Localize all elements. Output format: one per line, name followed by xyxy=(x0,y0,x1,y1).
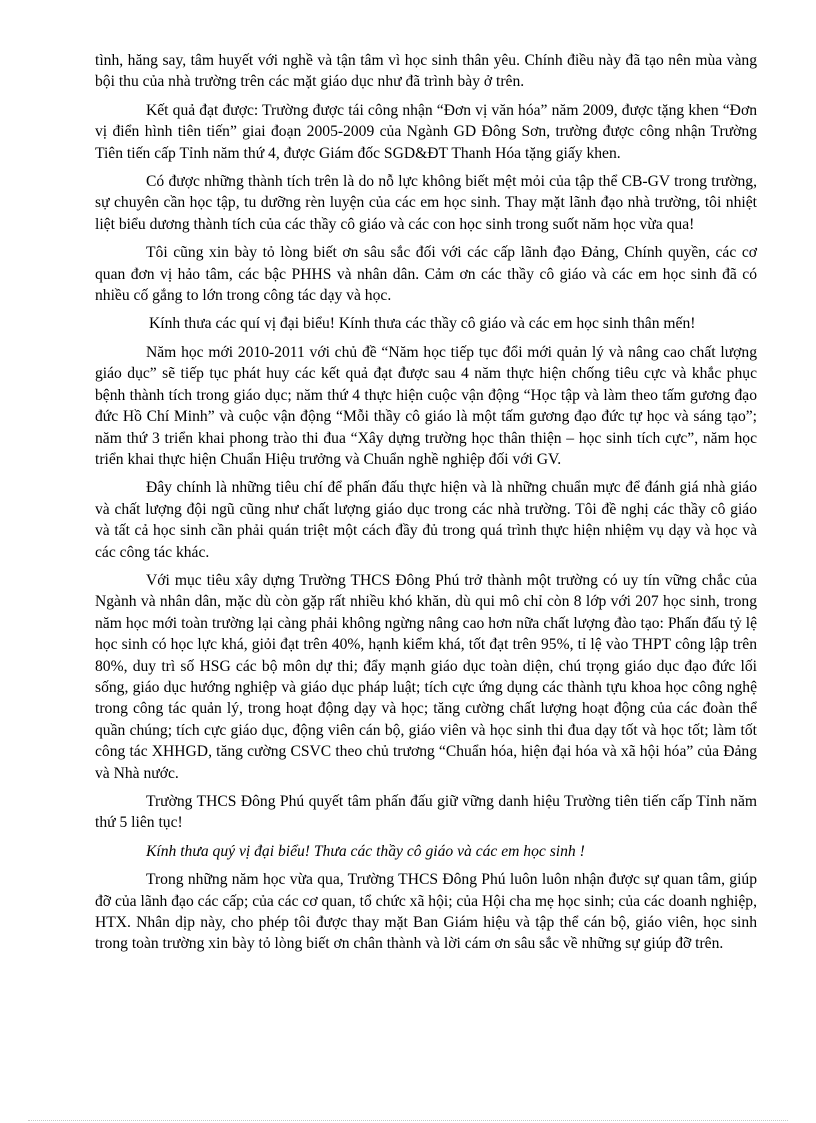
paragraph-gratitude: Tôi cũng xin bày tỏ lòng biết ơn sâu sắc đối với các cấp lãnh đạo Đảng, Chính quyền, các cơ quan đơn vị hảo tâm, các bậc PHHS và nhân dân. Cảm ơn các thầy cô giáo và các em học sinh đã có nhiều cố gắng to lớn trong công tác dạy và học. xyxy=(95,244,757,305)
paragraph-continuation: tình, hăng say, tâm huyết với nghề và tận tâm vì học sinh thân yêu. Chính điều này đã tạo nên mùa vàng bội thu của nhà trường trên các mặt giáo dục như đã trình bày ở trên. xyxy=(95,52,757,91)
paragraph-efforts: Có được những thành tích trên là do nỗ lực không biết mệt mỏi của tập thể CB-GV trong trường, sự chuyên cần học tập, tu dưỡng rèn luyện của các em học sinh. Thay mặt lãnh đạo nhà trường, tôi nhiệt liệt biểu dương thành tích của các thầy cô giáo và các con học sinh trong suốt năm học vừa qua! xyxy=(95,173,757,233)
paragraph-address: Kính thưa quý vị đại biểu! Thưa các thầy cô giáo và các em học sinh ! xyxy=(146,842,585,860)
paragraph-greeting: Kính thưa các quí vị đại biểu! Kính thưa các thầy cô giáo và các em học sinh thân mến! xyxy=(149,315,696,333)
paragraph-new-year-theme: Năm học mới 2010-2011 với chủ đề “Năm học tiếp tục đổi mới quản lý và nâng cao chất lượng giáo dục” sẽ tiếp tục phát huy các kết quả đạt được sau 4 năm thực hiện chống tiêu cực và khắc phục bệnh thành tích trong giáo dục; năm thứ 4 thực hiện cuộc vận động “Học tập và làm theo tấm gương đạo đức Hồ Chí Minh” và cuộc vận động “Mỗi thầy cô giáo là một tấm gương đạo đức tự học và sáng tạo”; năm thứ 3 triển khai phong trào thi đua “Xây dựng trường học thân thiện – học sinh tích cực”, năm học triển khai thực hiện Chuẩn Hiệu trưởng và Chuẩn nghề nghiệp đối với GV. xyxy=(95,343,757,468)
document-page xyxy=(95,50,757,962)
paragraph-criteria: Đây chính là những tiêu chí để phấn đấu thực hiện và là những chuẩn mực để đánh giá nhà giáo và chất lượng đội ngũ cũng như chất lượng giáo dục trong các nhà trường. Tôi đề nghị các thầy cô giáo và tất cả học sinh cần phải quán triệt một cách đầy đủ trong quá trình thực hiện nhiệm vụ dạy và học và các công tác khác. xyxy=(95,479,757,561)
page-bottom-divider xyxy=(28,1120,788,1121)
paragraph-goals: Với mục tiêu xây dựng Trường THCS Đông Phú trở thành một trường có uy tín vững chắc của Ngành và nhân dân, mặc dù còn gặp rất nhiều khó khăn, dù qui mô chỉ còn 8 lớp với 207 học sinh, trong năm học mới toàn trường lại càng phải không ngừng nâng cao hơn nữa chất lượng đào tạo: Phấn đấu tỷ lệ học sinh có học lực khá, giỏi đạt trên 40%, hạnh kiểm khá, tốt đạt trên 95%, tỉ lệ vào THPT công lập trên 80%, duy trì số HSG các bộ môn dự thi; đẩy mạnh giáo dục toàn diện, chú trọng giáo dục đạo đức lối sống, giáo dục hướng nghiệp và giáo dục pháp luật; tích cực ứng dụng các thành tựu khoa học công nghệ trong công tác quản lý, trong hoạt động dạy và học; tăng cường chất lượng hoạt động của các đoàn thể quần chúng; tích cực giáo dục, động viên cán bộ, giáo viên và học sinh thi đua dạy tốt và học tốt; làm tốt công tác XHHGD, tăng cường CSVC theo chủ trương “Chuẩn hóa, hiện đại hóa và xã hội hóa” của Đảng và Nhà nước. xyxy=(95,571,757,782)
paragraph-thanks: Trong những năm học vừa qua, Trường THCS Đông Phú luôn luôn nhận được sự quan tâm, giúp đỡ của lãnh đạo các cấp; của các cơ quan, tổ chức xã hội; của Hội cha mẹ học sinh; của các doanh nghiệp, HTX. Nhân dịp này, cho phép tôi được thay mặt Ban Giám hiệu và tập thể cán bộ, giáo viên, học sinh trong toàn trường xin bày tỏ lòng biết ơn chân thành và lời cám ơn sâu sắc về những sự giúp đỡ trên. xyxy=(95,871,757,953)
paragraph-achievements: Kết quả đạt được: Trường được tái công nhận “Đơn vị văn hóa” năm 2009, được tặng khen “Đơn vị điển hình tiên tiến” giai đoạn 2005-2009 của Ngành GD Đông Sơn, trường được công nhận Trường Tiên tiến cấp Tỉnh năm thứ 4, được Giám đốc SGD&ĐT Thanh Hóa tặng giấy khen. xyxy=(95,101,757,162)
paragraph-determination: Trường THCS Đông Phú quyết tâm phấn đấu giữ vững danh hiệu Trường tiên tiến cấp Tỉnh năm thứ 5 liên tục! xyxy=(95,793,757,832)
